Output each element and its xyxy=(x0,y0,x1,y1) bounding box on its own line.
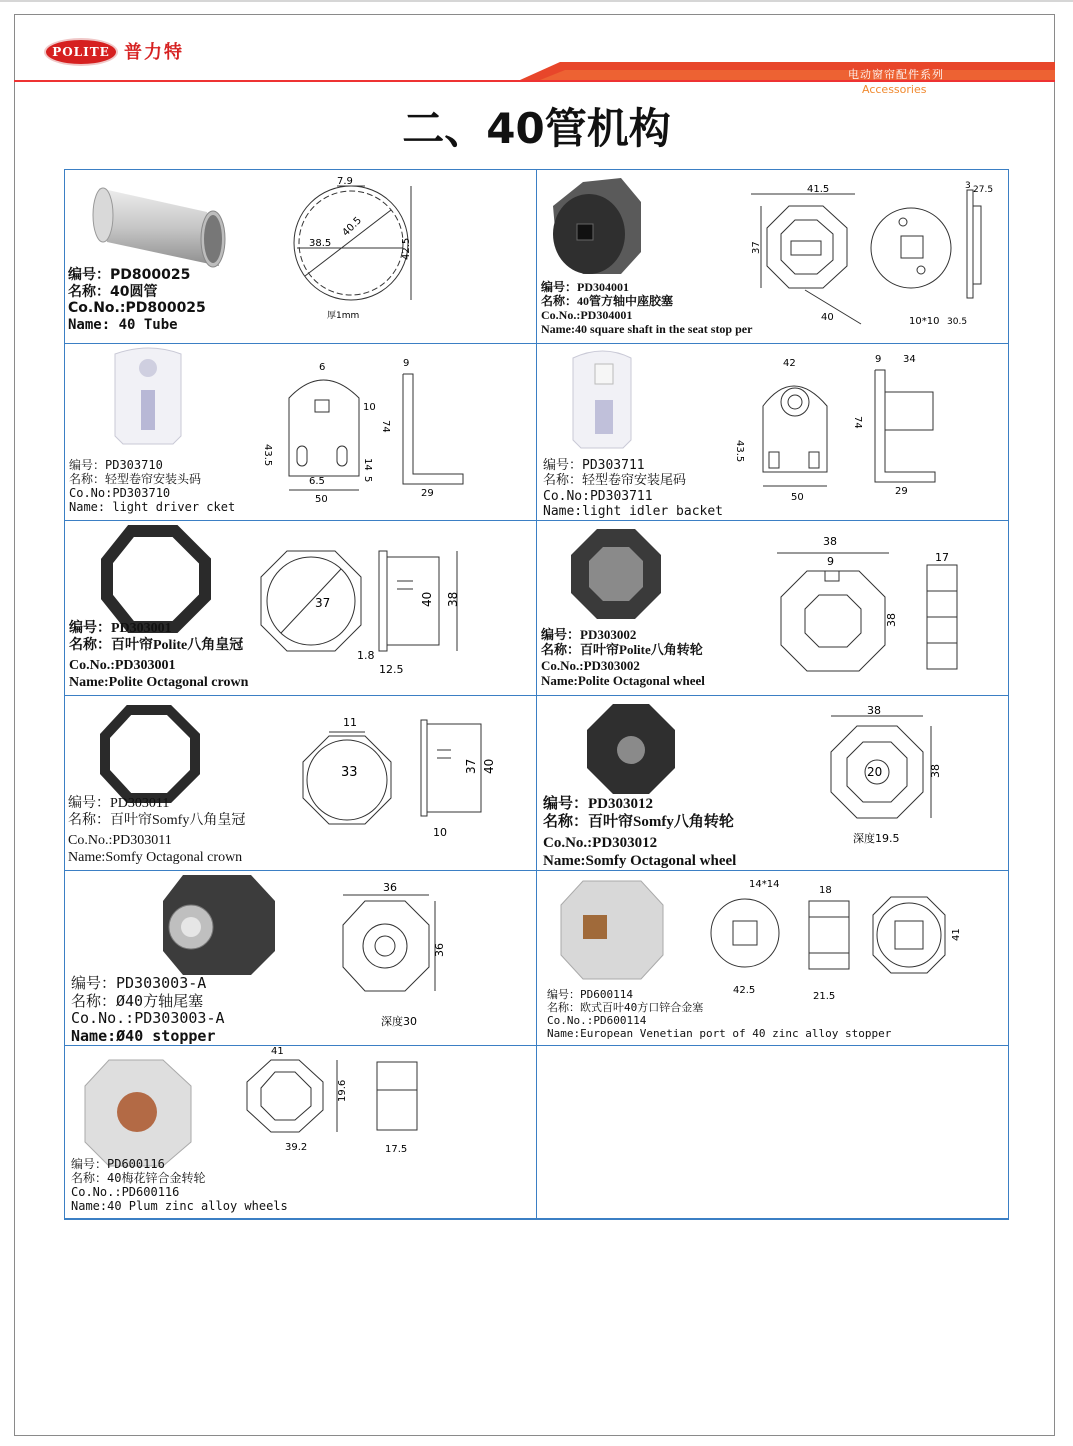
wheel-photo xyxy=(587,704,675,794)
product-name-en: Name:Somfy Octagonal crown xyxy=(68,849,243,865)
product-co-no: Co.No.:PD303003-A xyxy=(71,1009,225,1028)
product-name-en: Name:European Venetian port of 40 zinc alloy stopper xyxy=(547,1026,892,1040)
product-code: 编号：PD304001 xyxy=(541,280,629,294)
product-name-en: Name:light idler backet xyxy=(543,503,724,519)
product-name-en: Name: light driver cket xyxy=(69,500,236,515)
product-code: 编号：PD800025 xyxy=(68,267,191,283)
series-title-cn: 电动窗帘配件系列 xyxy=(848,68,944,81)
product-cell-pd800025 xyxy=(65,170,537,344)
product-code: 编号：PD303711 xyxy=(543,458,645,473)
dim-label: 厚1mm xyxy=(327,311,360,321)
dim-label: 43.5 xyxy=(734,440,745,463)
product-name-cn: 名称：百叶帘Polite八角皇冠 xyxy=(69,637,244,653)
dim-label: 74 xyxy=(852,416,863,429)
tube-photo xyxy=(93,188,225,267)
product-co-no: Co.No.:PD600114 xyxy=(547,1013,647,1027)
product-name-en: Name:Polite Octagonal wheel xyxy=(541,672,705,688)
product-cell-pd303003a xyxy=(65,871,537,1046)
stopper-photo xyxy=(553,178,641,274)
dim-label: 10 xyxy=(433,826,447,839)
wheel-photo xyxy=(571,529,661,619)
dim-label: 42 xyxy=(783,358,796,369)
stopper-photo xyxy=(163,875,275,975)
dim-label: 50 xyxy=(315,494,328,505)
dim-label: 11 xyxy=(343,716,357,729)
product-co-no: Co.No.:PD303001 xyxy=(69,658,176,674)
dim-label: 17.5 xyxy=(385,1144,408,1155)
product-cell-pd304001 xyxy=(537,170,1009,344)
dim-label: 19.6 xyxy=(337,1079,348,1102)
product-code: 编号：PD303012 xyxy=(543,796,653,812)
dim-label: 29 xyxy=(895,486,908,497)
wheel-drawing xyxy=(247,1060,417,1132)
dim-label: 3 xyxy=(965,181,971,191)
bracket-photo xyxy=(573,351,631,448)
product-cell-pd303002 xyxy=(537,521,1009,696)
dim-label: 38 xyxy=(446,591,460,607)
dim-label: 41 xyxy=(951,928,962,941)
product-code: 编号：PD303001 xyxy=(69,621,172,636)
product-info xyxy=(543,458,723,519)
dim-label: 38 xyxy=(885,613,898,627)
dim-label: 30.5 xyxy=(947,317,968,327)
stopper-drawing xyxy=(751,190,981,324)
product-name-cn: 名称：40圆管 xyxy=(68,283,158,300)
product-info xyxy=(68,796,245,866)
dim-label: 9 xyxy=(403,358,410,369)
dim-label: 20 xyxy=(867,765,883,779)
dim-label: 18 xyxy=(819,885,832,896)
dim-label: 14 xyxy=(362,458,373,471)
dim-label: 50 xyxy=(791,492,804,503)
product-name-cn: 名称：欧式百叶40方口锌合金塞 xyxy=(547,1000,704,1014)
product-cell-pd600114 xyxy=(537,871,1009,1046)
page-title: 二、40管机构 xyxy=(402,104,671,153)
product-co-no: Co.No:PD303711 xyxy=(543,488,653,504)
dim-label: 39.2 xyxy=(285,1142,308,1153)
dim-label: 74 xyxy=(380,420,391,433)
dim-label: 42.5 xyxy=(401,237,412,260)
crown-drawing xyxy=(303,720,481,824)
dim-label: 深度19.5 xyxy=(853,832,900,845)
dim-label: 29 xyxy=(421,488,434,499)
product-name-en: Name:40 Plum zinc alloy wheels xyxy=(71,1199,288,1214)
dim-label: 17 xyxy=(935,551,949,564)
dim-label: 38 xyxy=(867,704,881,717)
dim-label: 6 xyxy=(319,362,326,373)
product-name-en: Name:Somfy Octagonal wheel xyxy=(543,853,737,870)
dim-label: 38.5 xyxy=(309,238,332,249)
product-info xyxy=(69,458,235,515)
dim-label: 27.5 xyxy=(973,185,994,195)
dim-label: 7.9 xyxy=(337,176,353,187)
product-co-no: Co.No.:PD600116 xyxy=(71,1185,180,1200)
dim-label: 42.5 xyxy=(733,985,756,996)
product-co-no: Co.No.:PD303002 xyxy=(541,657,640,673)
dim-label: 38 xyxy=(929,764,942,778)
crown-photo xyxy=(107,531,205,627)
dim-label: 深度30 xyxy=(381,1015,417,1028)
dim-label: 14*14 xyxy=(749,879,780,890)
product-info xyxy=(69,621,248,691)
product-code: 编号：PD600114 xyxy=(547,988,633,1001)
product-info xyxy=(541,627,705,688)
dim-label: 5 xyxy=(362,476,373,483)
dim-label: 9 xyxy=(875,354,882,365)
wheel-drawing xyxy=(777,553,957,671)
product-info xyxy=(71,975,225,1046)
product-name-cn: 名称：百叶帘Somfy八角皇冠 xyxy=(68,812,246,828)
product-grid xyxy=(64,169,1009,1220)
stopper-drawing xyxy=(711,897,945,973)
dim-label: 41 xyxy=(271,1046,284,1057)
dim-label: 43.5 xyxy=(262,444,273,467)
series-title-en: Accessories xyxy=(862,83,927,96)
dim-label: 6.5 xyxy=(309,476,325,487)
product-co-no: Co.No:PD303710 xyxy=(69,486,171,501)
product-cell-pd303001 xyxy=(65,521,537,696)
stopper-photo xyxy=(561,881,663,979)
product-co-no: Co.No.:PD303012 xyxy=(543,835,658,852)
wheel-photo xyxy=(85,1060,191,1166)
dim-label: 37 xyxy=(751,241,762,254)
product-name-cn: 名称：轻型卷帘安装头码 xyxy=(69,472,202,487)
product-name-cn: 名称：40管方轴中座胶塞 xyxy=(541,294,674,309)
product-code: 编号：PD303002 xyxy=(541,627,637,642)
product-info xyxy=(547,989,891,1041)
product-info xyxy=(543,796,736,871)
brand-name-cn: 普力特 xyxy=(124,42,184,63)
product-cell-pd303711 xyxy=(537,344,1009,521)
dim-label: 1.8 xyxy=(357,649,375,662)
product-info xyxy=(71,1157,288,1214)
empty-cell xyxy=(537,1046,1009,1219)
product-co-no: Co.No.:PD303011 xyxy=(68,833,172,849)
product-cell-pd303710 xyxy=(65,344,537,521)
bracket-drawing xyxy=(289,374,463,490)
dim-label: 40 xyxy=(482,758,496,774)
dim-label: 40.5 xyxy=(340,215,365,239)
dim-label: 38 xyxy=(823,535,837,548)
dim-label: 12.5 xyxy=(379,663,404,676)
dim-label: 40 xyxy=(420,591,434,607)
dim-label: 40 xyxy=(821,312,834,323)
dim-label: 41.5 xyxy=(807,184,830,195)
product-cell-pd600116 xyxy=(65,1046,537,1219)
product-code: 编号：PD600116 xyxy=(71,1157,165,1171)
dim-label: 21.5 xyxy=(813,991,836,1002)
product-info xyxy=(68,267,206,333)
product-name-en: Name:40 square shaft in the seat stop per xyxy=(541,322,753,337)
bracket-photo xyxy=(115,348,181,444)
product-name-cn: 名称：百叶帘Somfy八角转轮 xyxy=(543,813,734,830)
product-name-cn: 名称：Ø40方轴尾塞 xyxy=(71,991,204,1010)
product-code: 编号：PD303710 xyxy=(69,458,163,472)
product-cell-pd303012 xyxy=(537,696,1009,871)
crown-photo xyxy=(105,710,195,798)
dim-label: 36 xyxy=(383,881,397,894)
dim-label: 10 xyxy=(363,402,376,413)
product-co-no: Co.No.:PD800025 xyxy=(68,300,206,317)
product-name-en: Name:Ø40 stopper xyxy=(71,1027,216,1046)
dim-label: 34 xyxy=(903,354,916,365)
dim-label: 37 xyxy=(464,758,478,774)
bracket-drawing xyxy=(763,370,935,486)
stopper-drawing xyxy=(343,895,435,991)
product-name-cn: 名称：40梅花锌合金转轮 xyxy=(71,1171,206,1186)
dim-label: 37 xyxy=(315,596,331,610)
product-code: 编号：PD303003-A xyxy=(71,974,207,992)
product-name-en: Name: 40 Tube xyxy=(68,316,178,333)
logo-text: POLITE xyxy=(52,45,110,59)
dim-label: 9 xyxy=(827,555,834,568)
dim-label: 36 xyxy=(433,943,446,957)
product-name-en: Name:Polite Octagonal crown xyxy=(69,674,249,690)
dim-label: 33 xyxy=(341,765,358,780)
product-co-no: Co.No.:PD304001 xyxy=(541,308,633,323)
dim-label: 10*10 xyxy=(909,316,940,327)
product-code: 编号：PD303011 xyxy=(68,796,170,811)
product-cell-pd303011 xyxy=(65,696,537,871)
product-info xyxy=(541,280,752,337)
product-name-cn: 名称：轻型卷帘安装尾码 xyxy=(543,473,687,489)
product-name-cn: 名称：百叶帘Polite八角转轮 xyxy=(541,642,703,658)
